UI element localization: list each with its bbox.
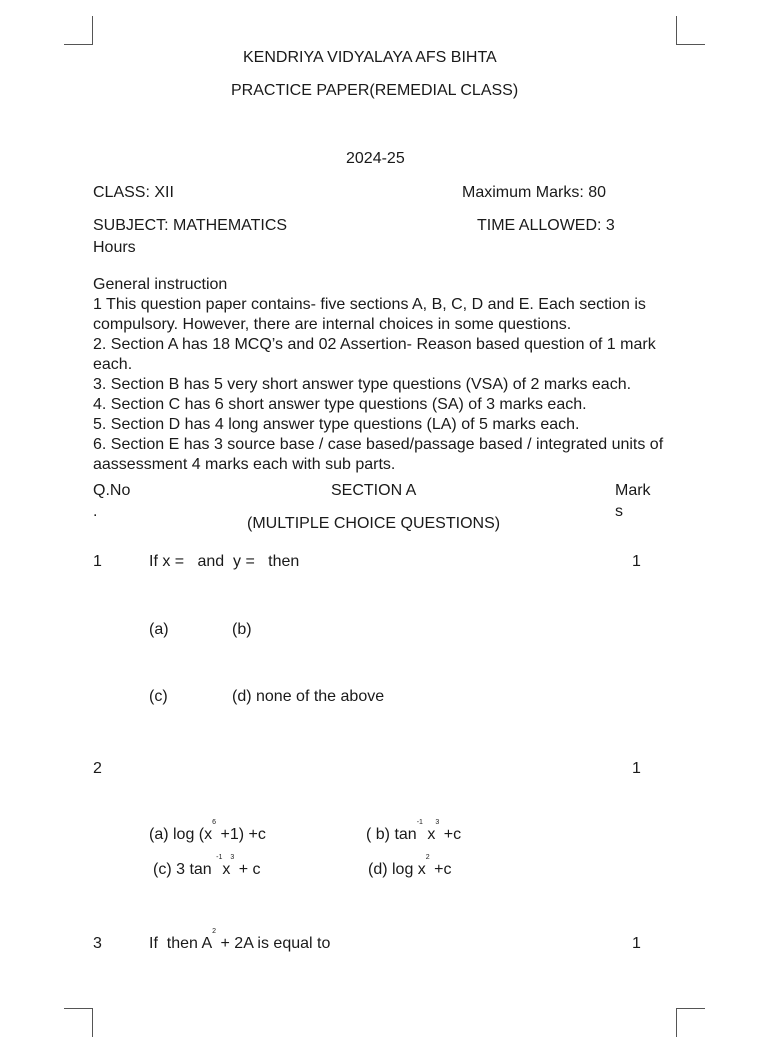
instruction-item: 3. Section B has 5 very short answer type questions (VSA) of 2 marks each. <box>93 376 632 393</box>
maximum-marks: Maximum Marks: 80 <box>462 184 607 201</box>
question-number: 3 <box>93 935 102 952</box>
option-d: (d) $\log x^2 +c$ <box>368 854 452 878</box>
crop-mark-top-left <box>64 16 93 45</box>
instruction-item: 2. Section A has 18 MCQ’s and 02 Assertion- Reason based question of 1 mark each. <box>93 336 656 373</box>
crop-mark-top-right <box>676 16 705 45</box>
qno-header-dot: . <box>93 503 98 520</box>
time-unit: Hours <box>93 239 136 256</box>
session-year: 2024-25 <box>346 150 405 167</box>
question-marks: 1 <box>632 935 641 952</box>
paper-title: PRACTICE PAPER(REMEDIAL CLASS) <box>231 82 519 99</box>
question-text: If x = and y = then <box>149 553 300 570</box>
general-instructions <box>93 275 683 475</box>
question-number: 2 <box>93 760 102 777</box>
option-b: (b) <box>232 621 252 638</box>
option-a: (a) $\log (x^6 +1) +c$ <box>149 819 266 843</box>
section-subtitle: (MULTIPLE CHOICE QUESTIONS) <box>247 515 501 532</box>
option-c: (c) <box>149 688 168 705</box>
question-marks: 1 <box>632 553 641 570</box>
qno-header: Q.No <box>93 482 131 499</box>
crop-mark-bottom-left <box>64 1008 93 1037</box>
question-marks: 1 <box>632 760 641 777</box>
subject-label: SUBJECT: MATHEMATICS <box>93 217 288 234</box>
instruction-item: 4. Section C has 6 short answer type questions (SA) of 3 marks each. <box>93 396 587 413</box>
crop-mark-bottom-right <box>676 1008 705 1037</box>
school-name: KENDRIYA VIDYALAYA AFS BIHTA <box>243 49 497 66</box>
question-text: If then $A^2 + 2A$ is equal to <box>149 928 331 952</box>
option-d: (d) none of the above <box>232 688 385 705</box>
instruction-item: 6. Section E has 3 source base / case based/passage based / integrated units of aassessment 4 marks each with sub parts. <box>93 436 664 473</box>
marks-header-cont: s <box>615 503 623 520</box>
question-number: 1 <box>93 553 102 570</box>
marks-header: Mark <box>615 482 651 499</box>
option-c: (c) 3 $\tan ^{-1}x^3 + c$ <box>153 854 261 878</box>
section-title: SECTION A <box>331 482 417 499</box>
instructions-heading: General instruction <box>93 276 228 293</box>
instruction-item: 1 This question paper contains- five sections A, B, C, D and E. Each section is compulsory. However, there are internal choices in some questions. <box>93 296 646 333</box>
class-label: CLASS: XII <box>93 184 174 201</box>
option-a: (a) <box>149 621 169 638</box>
instruction-item: 5. Section D has 4 long answer type questions (LA) of 5 marks each. <box>93 416 580 433</box>
time-allowed: TIME ALLOWED: 3 <box>477 217 615 234</box>
option-b: ( b) $\tan^{-1} x^3 +c$ <box>366 819 462 843</box>
